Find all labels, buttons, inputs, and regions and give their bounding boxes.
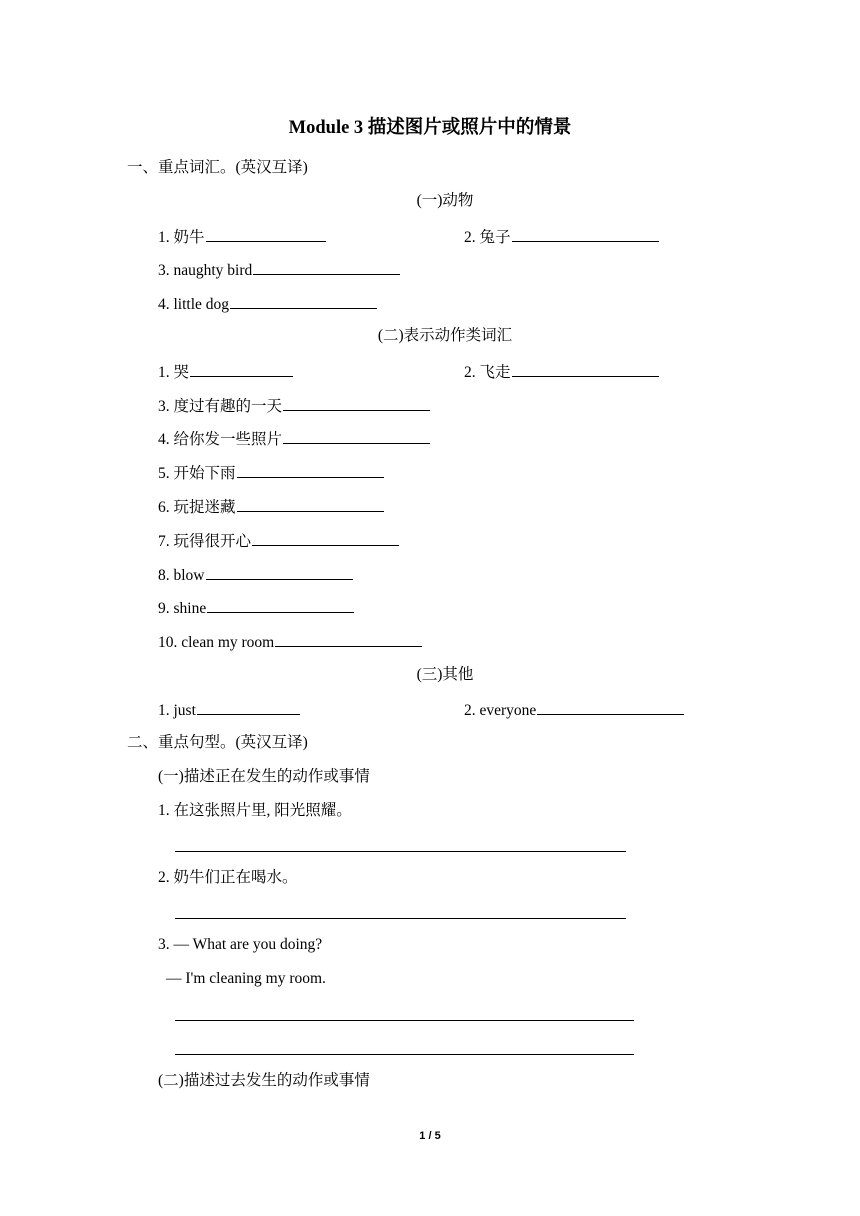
answer-blank[interactable]	[206, 226, 326, 242]
vocab-item	[158, 631, 422, 653]
vocab-item	[158, 564, 353, 586]
section2-heading: 二、重点句型。(英汉互译)	[127, 734, 308, 751]
vocab-prompt: 1. 哭	[158, 364, 190, 381]
dialogue-answer: — I'm cleaning my room.	[166, 970, 326, 987]
vocab-prompt: 4. 给你发一些照片	[158, 431, 283, 448]
sentence-prompt: 2. 奶牛们正在喝水。	[158, 869, 298, 886]
vocab-prompt: 4. little dog	[158, 296, 230, 313]
answer-blank[interactable]	[512, 226, 659, 242]
page-title: Module 3 描述图片或照片中的情景	[288, 118, 572, 138]
vocab-prompt: 10. clean my room	[158, 634, 275, 651]
vocab-prompt: 5. 开始下雨	[158, 465, 236, 482]
vocab-item	[158, 496, 384, 518]
vocab-item	[158, 428, 430, 450]
answer-blank[interactable]	[537, 699, 684, 715]
answer-blank[interactable]	[512, 361, 659, 377]
sentence-answer-line[interactable]	[175, 1020, 634, 1021]
vocab-item	[464, 226, 659, 248]
vocab-item	[464, 699, 684, 721]
sentence-group2-heading: (二)描述过去发生的动作或事情	[158, 1072, 370, 1089]
vocab-prompt: 6. 玩捉迷藏	[158, 499, 236, 516]
vocab-item	[158, 361, 293, 383]
sentence-answer-line[interactable]	[175, 918, 626, 919]
vocab-item	[158, 395, 430, 417]
sentence-answer-line[interactable]	[175, 851, 626, 852]
sentence-answer-line[interactable]	[175, 1054, 634, 1055]
vocab-prompt: 9. shine	[158, 600, 207, 617]
section1-heading: 一、重点词汇。(英汉互译)	[127, 159, 308, 176]
answer-blank[interactable]	[237, 462, 384, 478]
answer-blank[interactable]	[190, 361, 293, 377]
vocab-prompt: 2. 飞走	[464, 364, 511, 381]
answer-blank[interactable]	[237, 496, 384, 512]
vocab-prompt: 3. naughty bird	[158, 262, 253, 279]
page-number: 1 / 5	[419, 1130, 441, 1142]
group3-heading: (三)其他	[416, 666, 474, 683]
group2-heading: (二)表示动作类词汇	[377, 327, 513, 344]
answer-blank[interactable]	[283, 395, 430, 411]
sentence-prompt: 1. 在这张照片里, 阳光照耀。	[158, 802, 352, 819]
sentence-group1-heading: (一)描述正在发生的动作或事情	[158, 768, 370, 785]
answer-blank[interactable]	[207, 597, 354, 613]
vocab-item	[158, 597, 354, 619]
vocab-prompt: 2. everyone	[464, 702, 537, 719]
answer-blank[interactable]	[275, 631, 422, 647]
answer-blank[interactable]	[206, 564, 353, 580]
vocab-prompt: 1. 奶牛	[158, 229, 205, 246]
vocab-item	[158, 226, 326, 248]
vocab-prompt: 8. blow	[158, 567, 205, 584]
answer-blank[interactable]	[197, 699, 300, 715]
vocab-item	[158, 293, 377, 315]
vocab-prompt: 3. 度过有趣的一天	[158, 398, 283, 415]
group1-heading: (一)动物	[416, 192, 474, 209]
vocab-item	[158, 699, 300, 721]
vocab-prompt: 1. just	[158, 702, 196, 719]
vocab-item	[158, 462, 384, 484]
vocab-item	[158, 530, 399, 552]
vocab-prompt: 7. 玩得很开心	[158, 533, 252, 550]
answer-blank[interactable]	[252, 530, 399, 546]
dialogue-question: 3. — What are you doing?	[158, 936, 323, 953]
vocab-item	[464, 361, 659, 383]
answer-blank[interactable]	[230, 293, 377, 309]
answer-blank[interactable]	[283, 428, 430, 444]
vocab-item	[158, 259, 400, 281]
vocab-prompt: 2. 兔子	[464, 229, 511, 246]
answer-blank[interactable]	[253, 259, 400, 275]
